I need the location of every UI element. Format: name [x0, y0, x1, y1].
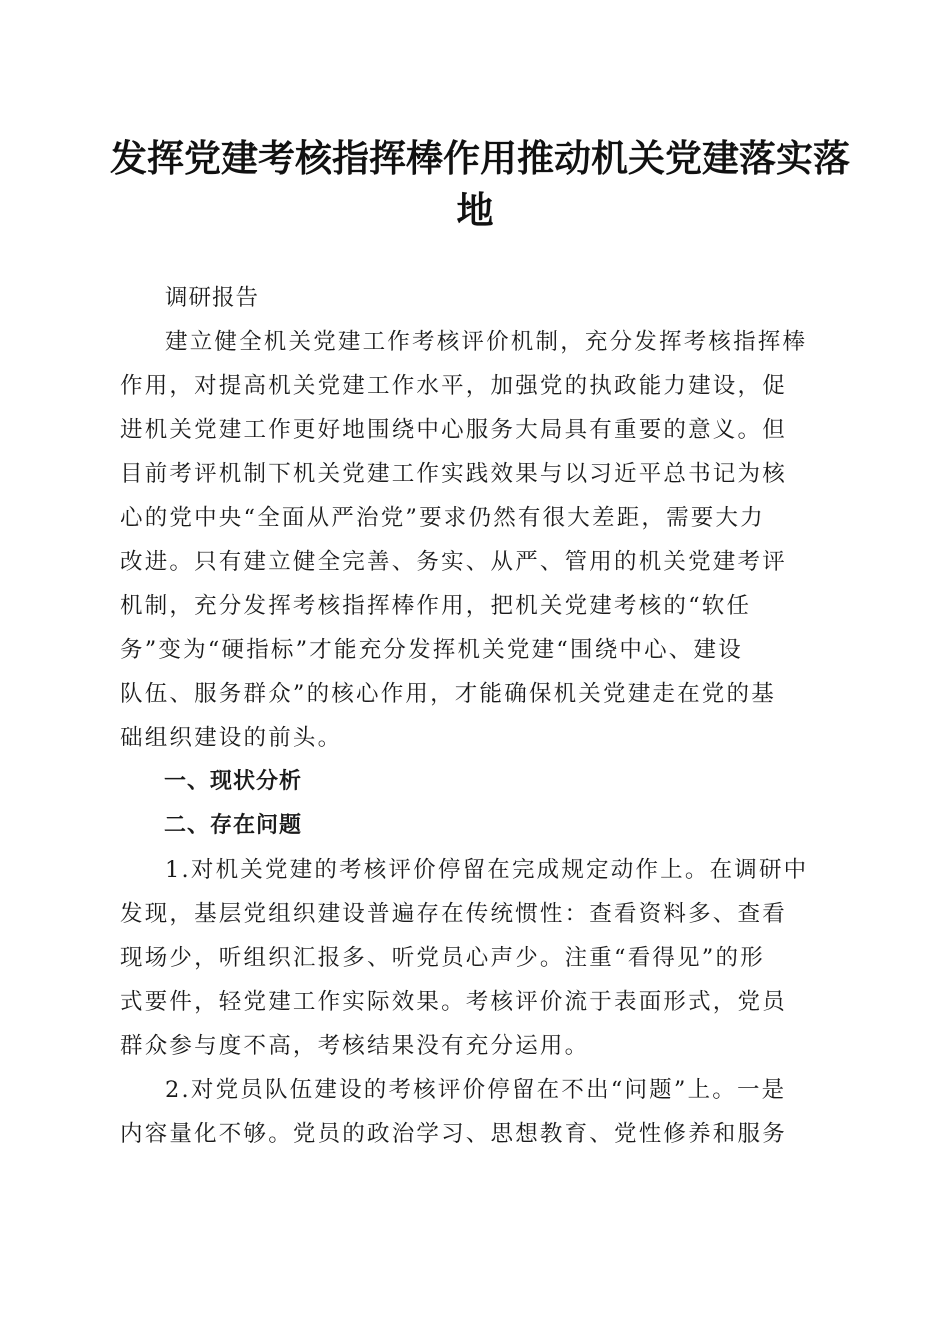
- text-line: 现场少，听组织汇报多、听党员心声少。注重“看得见”的形: [120, 945, 765, 971]
- document-subtitle: 调研报告: [165, 285, 260, 311]
- text-line: 2.对党员队伍建设的考核评价停留在不出“问题”上。一是: [165, 1077, 787, 1103]
- text-line: 建立健全机关党建工作考核评价机制，充分发挥考核指挥棒: [165, 329, 808, 355]
- text-line: 作用，对提高机关党建工作水平，加强党的执政能力建设，促: [120, 373, 787, 399]
- title-line: 发挥党建考核指挥棒作用推动机关党建落实落: [110, 136, 850, 180]
- text-line: 发现，基层党组织建设普遍存在传统惯性：查看资料多、查看: [120, 901, 787, 927]
- text-line: 式要件，轻党建工作实际效果。考核评价流于表面形式，党员: [120, 989, 787, 1015]
- section-heading-status: 一、现状分析: [164, 769, 303, 794]
- problem-item-2: [120, 1068, 824, 1156]
- text-line: 群众参与度不高，考核结果没有充分运用。: [120, 1033, 590, 1059]
- text-line: 目前考评机制下机关党建工作实践效果与以习近平总书记为核: [120, 461, 787, 487]
- text-line: 内容量化不够。党员的政治学习、思想教育、党性修养和服务: [120, 1121, 787, 1147]
- text-line: 1.对机关党建的考核评价停留在完成规定动作上。在调研中: [165, 857, 809, 883]
- text-line: 改进。只有建立健全完善、务实、从严、管用的机关党建考评: [120, 549, 787, 575]
- intro-paragraph: [120, 320, 824, 760]
- text-line: 队伍、服务群众”的核心作用，才能确保机关党建走在党的基: [120, 681, 776, 707]
- text-line: 础组织建设的前头。: [120, 725, 343, 751]
- text-line: 务”变为“硬指标”才能充分发挥机关党建“围绕中心、建设: [120, 637, 743, 663]
- problem-item-1: [120, 848, 824, 1068]
- text-line: 进机关党建工作更好地围绕中心服务大局具有重要的意义。但: [120, 417, 787, 443]
- title-line: 地: [456, 188, 494, 232]
- text-line: 心的党中央“全面从严治党”要求仍然有很大差距，需要大力: [120, 505, 765, 531]
- text-line: 机制，充分发挥考核指挥棒作用，把机关党建考核的“软任: [120, 593, 752, 619]
- document-body: [120, 276, 824, 1156]
- section-heading-problems: 二、存在问题: [164, 813, 303, 838]
- document-title: [110, 132, 850, 236]
